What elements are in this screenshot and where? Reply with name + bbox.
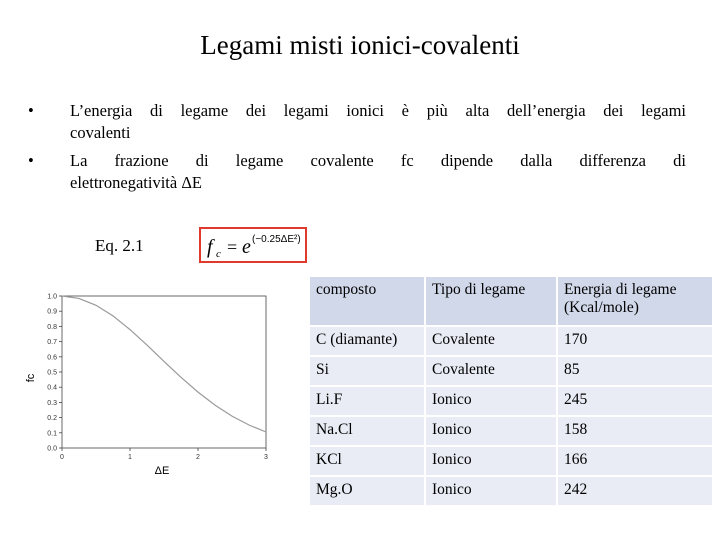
chart-y-tick-label: 0.5 <box>47 369 57 377</box>
chart-y-tick-label: 0.2 <box>47 415 57 423</box>
table-row <box>310 417 712 447</box>
formula-equals: = <box>227 237 238 257</box>
table-header-composto: composto <box>310 277 426 327</box>
table-header-energia: Energia di legame (Kcal/mole) <box>558 277 712 327</box>
chart-plot-frame <box>62 296 266 448</box>
chart-x-tick-label: 0 <box>60 454 64 461</box>
formula-exponent: (−0.25ΔE²) <box>252 234 301 245</box>
table-cell: C (diamante) <box>310 327 426 357</box>
table-cell: Ionico <box>426 417 558 447</box>
equation-label: Eq. 2.1 <box>95 236 144 255</box>
chart-y-tick-label: 1.0 <box>47 293 57 301</box>
table-cell: 242 <box>558 477 712 507</box>
chart-x-label: ΔE <box>154 465 170 477</box>
formula-lhs-subscript: c <box>216 248 221 260</box>
chart-x-tick-label: 3 <box>264 454 268 461</box>
table-cell: Li.F <box>310 387 426 417</box>
bullet-text: La frazione di legame covalente fc dipende dalla differenza di <box>70 151 686 170</box>
bond-energy-table <box>310 277 712 507</box>
table-row <box>310 357 712 387</box>
table-cell: 245 <box>558 387 712 417</box>
table-cell: 85 <box>558 357 712 387</box>
chart-y-tick-label: 0.9 <box>47 308 57 316</box>
table-cell: Ionico <box>426 387 558 417</box>
chart-y-tick-label: 0.0 <box>47 445 57 453</box>
chart-y-label: fc <box>25 373 37 383</box>
table-cell: Na.Cl <box>310 417 426 447</box>
table-header-tipo: Tipo di legame <box>426 277 558 327</box>
table-cell: 166 <box>558 447 712 477</box>
chart-y-tick-label: 0.7 <box>47 339 57 347</box>
table-cell: 170 <box>558 327 712 357</box>
table-cell: Ionico <box>426 447 558 477</box>
formula-lhs: f <box>207 236 213 258</box>
bullet-text-continued: elettronegatività ΔE <box>70 173 203 192</box>
chart-series-line <box>62 296 266 432</box>
formula-svg <box>201 229 305 261</box>
table-cell: Si <box>310 357 426 387</box>
table-row <box>310 387 712 417</box>
table-row <box>310 477 712 507</box>
table-row <box>310 447 712 477</box>
chart-y-tick-label: 0.8 <box>47 323 57 331</box>
fc-chart <box>22 282 284 482</box>
table-header-row <box>310 277 712 327</box>
bullet-item <box>28 150 686 194</box>
chart-y-tick-label: 0.3 <box>47 399 57 407</box>
formula-box <box>199 227 307 263</box>
table-cell: Covalente <box>426 327 558 357</box>
table-cell: Covalente <box>426 357 558 387</box>
bullet-text: L’energia di legame dei legami ionici è più alta dell’energia dei legami <box>70 101 686 120</box>
table-cell: Ionico <box>426 477 558 507</box>
chart-y-tick-label: 0.6 <box>47 354 57 362</box>
chart-x-tick-label: 1 <box>128 454 132 461</box>
bullet-list <box>28 100 686 200</box>
table-cell: 158 <box>558 417 712 447</box>
table-row <box>310 327 712 357</box>
bullet-dot: • <box>28 101 34 120</box>
chart-x-tick-label: 2 <box>196 454 200 461</box>
bullet-text-continued: covalenti <box>70 123 131 142</box>
formula-base: e <box>242 236 251 258</box>
chart-y-tick-label: 0.4 <box>47 384 57 392</box>
chart-y-tick-label: 0.1 <box>47 430 57 438</box>
table-cell: Mg.O <box>310 477 426 507</box>
bullet-dot: • <box>28 151 34 170</box>
table-cell: KCl <box>310 447 426 477</box>
slide-title: Legami misti ionici-covalenti <box>200 30 520 60</box>
bullet-item <box>28 100 686 144</box>
